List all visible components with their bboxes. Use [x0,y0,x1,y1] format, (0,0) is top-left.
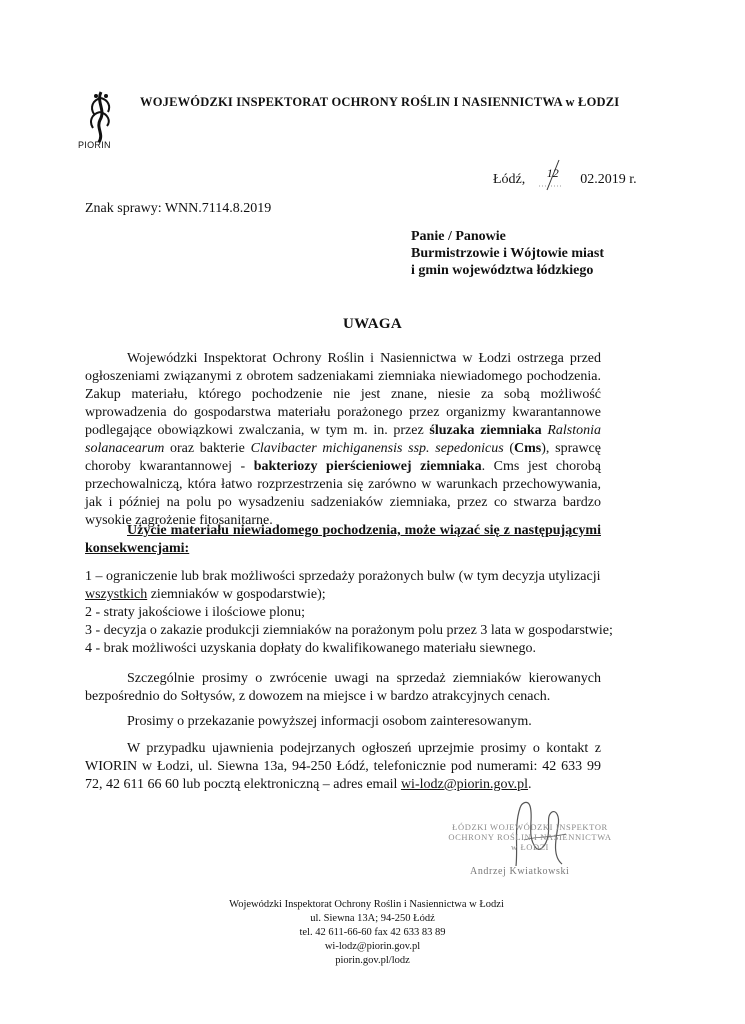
official-stamp [440,822,620,852]
para-text: ), sprawcę choroby kwarantannowej - [85,441,601,474]
date-rest: 02.2019 r. [580,172,637,187]
para-text: oraz bakterie [164,441,251,456]
soltys-paragraph [85,670,601,706]
addressee-block [411,228,604,279]
para-text: ( [503,441,515,456]
contact-email-link[interactable]: wi-lodz@piorin.gov.pl [400,777,529,792]
warning-paragraph [85,350,601,530]
contact-paragraph [85,740,601,794]
list-item [85,586,601,604]
para-text: . Cms jest chorobą przechowalniczą, która łatwo rozprzestrzenia się zarówno w warunkach przechowywania, jak i później na polu po wysadzeniu sadzeniaków ziemniaka, przez co stwarza bardzo wysokie zagrożenie fitosanitarne. [85,459,601,528]
para-text: Szczególnie prosimy o zwrócenie uwagi na sprzedaż ziemniaków kierowanych bezpośrednio do Sołtysów, z dowozem na miejsce i w bardzo atrakcyjnych cenach. [85,671,601,704]
consequences-list [85,568,613,658]
stamp-signatory-name: Andrzej Kwiatkowski [470,866,570,877]
footer-line: tel. 42 611-66-60 fax 42 633 83 89 [299,927,446,938]
date-prefix: Łódź, [493,172,526,187]
date-day-value: 12 [546,166,559,180]
stamp-line: w ŁODZI [511,842,549,852]
footer-email[interactable]: wi-lodz@piorin.gov.pl [324,941,421,952]
list-item: 4 - brak możliwości uzyskania dopłaty do kwalifikowanego materiału siewnego. [85,641,536,656]
footer-contact [0,898,745,968]
para-bold: śluzaka ziemniaka [429,423,542,438]
footer-line: Wojewódzki Inspektorat Ochrony Roślin i Nasiennictwa w Łodzi [229,899,504,910]
para-italic: Clavibacter michiganensis ssp. sepedonicus [250,441,504,456]
wheat-logo-icon [78,88,124,146]
footer-website[interactable]: piorin.gov.pl/lodz [335,955,410,966]
addressee-line: Burmistrzowie i Wójtowie miast [411,246,604,261]
stamp-line: ŁÓDZKI WOJEWÓDZKI INSPEKTOR [452,822,608,832]
institution-title: WOJEWÓDZKI INSPEKTORAT OCHRONY ROŚLIN I NASIENNICTWA w ŁODZI [140,95,620,109]
date-day-handwritten [529,166,577,188]
document-date [493,166,637,188]
para-text: W przypadku ujawnienia podejrzanych ogłoszeń uprzejmie prosimy o kontakt z WIORIN w Łodzi, ul. Siewna 13a, 94-250 Łódź, telefonicznie pod numerami: 42 633 99 72, 42 611 66 60 lub pocztą elektroniczną – adres email [85,741,601,792]
case-reference: Znak sprawy: WNN.7114.8.2019 [85,201,272,216]
para-bold: Cms [514,441,542,456]
para-text: Prosimy o przekazanie powyższej informacji osobom zainteresowanym. [127,714,532,729]
list-item: 3 - decyzja o zakazie produkcji ziemniaków na porażonym polu przez 3 lata w gospodarstwie; [85,623,613,638]
request-paragraph [85,713,601,731]
logo-text: PIORIN [78,140,111,150]
list-item: 1 – ograniczenie lub brak możliwości sprzedaży porażonych bulw (w tym decyzja utylizacji [85,569,601,584]
consequences-heading: Użycie materiału niewiadomego pochodzenia, może wiązać się z następującymi konsekwencjami: [85,523,601,556]
addressee-line: Panie / Panowie [411,229,506,244]
stamp-line: OCHRONY ROŚLIN I NASIENNICTWA [448,832,612,842]
list-item-text: ziemniaków w gospodarstwie); [147,587,326,602]
para-text: . [528,777,532,792]
para-bold: bakteriozy pierścieniowej ziemniaka [253,459,482,474]
piorin-logo [78,88,124,146]
list-item-underlined: wszystkich [85,587,148,602]
list-item: 2 - straty jakościowe i ilościowe plonu; [85,605,306,620]
addressee-line: i gmin województwa łódzkiego [411,263,594,278]
para-text: Wojewódzki Inspektorat Ochrony Roślin i Nasiennictwa w Łodzi ostrzega przed ogłoszeniami związanymi z obrotem sadzeniakami ziemniaka niewiadomego pochodzenia. Zakup materiału, którego pochodzenie nie jest znane, niesie za sobą możliwość wprowadzenia do gospodarstwa materiału porażonego przez organizmy kwarantannowe podlegające obowiązkowi zwalczania, w tym m. in. przez [85,351,601,438]
para-italic: Ralstonia solanacearum [85,423,601,456]
footer-line: ul. Siewna 13A; 94-250 Łódź [310,913,435,924]
document-heading: UWAGA [342,316,402,332]
